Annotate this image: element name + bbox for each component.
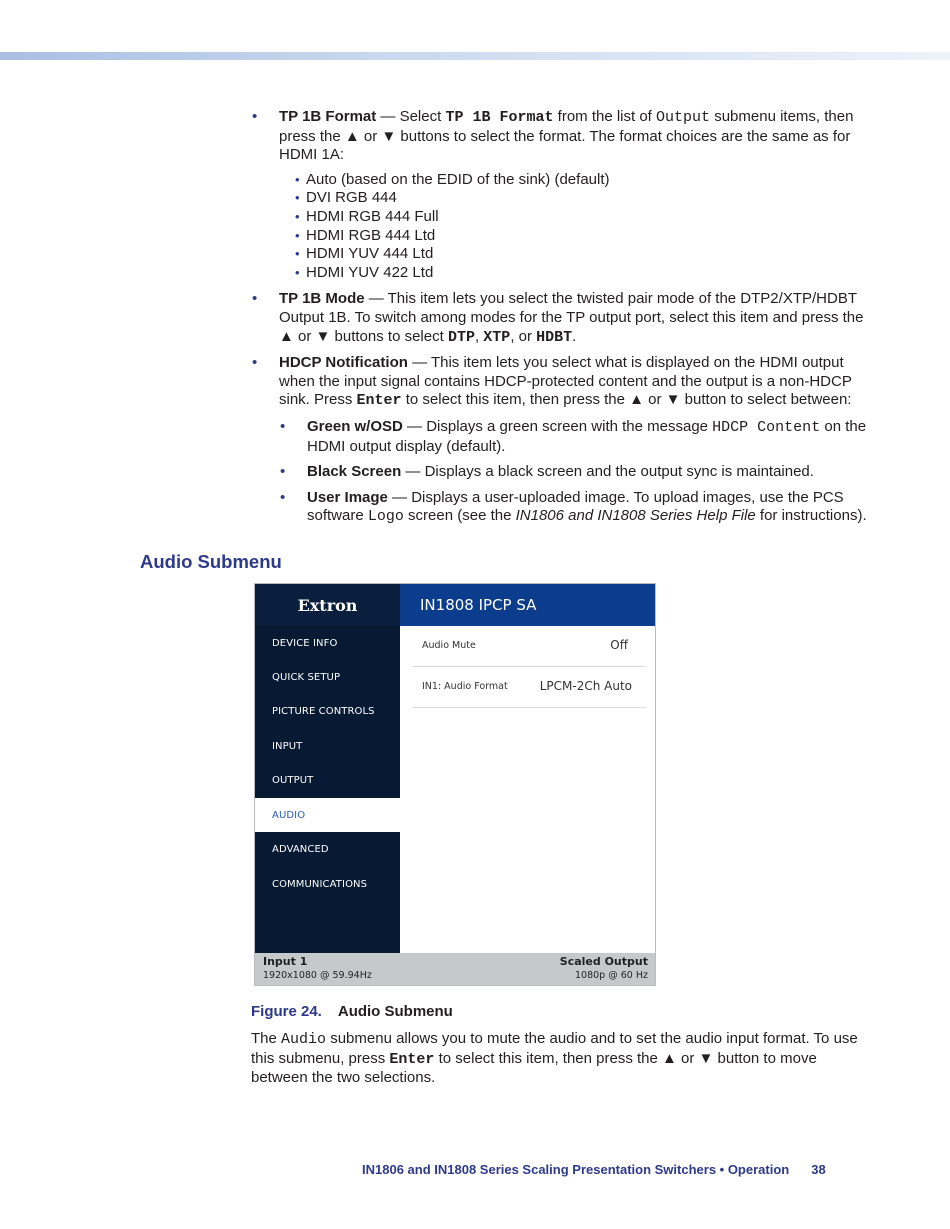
option-text: HDMI RGB 444 Full (306, 207, 439, 225)
menu-item-advanced[interactable]: ADVANCED (272, 843, 329, 855)
text: to select this item, then press the ▲ or ▼ button to select between: (401, 391, 852, 409)
menu-item-input[interactable]: INPUT (272, 740, 303, 752)
code-dtp: DTP (447, 328, 475, 346)
header-band (0, 52, 950, 60)
bullet-marker: • (252, 290, 258, 308)
format-options-list (279, 171, 872, 283)
figure-title: Audio Submenu (337, 1003, 453, 1020)
text: — This item lets you select the twisted pair mode of the DTP2/XTP/HDBT Output 1B. To switch among modes for the TP output port, select this item and press the ▲ or ▼ buttons to select (279, 290, 864, 345)
text: submenu allows you to mute the audio and to set the audio input format. To use this submenu, press (251, 1030, 858, 1067)
bullet-marker: • (280, 463, 286, 481)
bullet-marker: • (295, 227, 300, 243)
sub-bullet-user-image (280, 489, 872, 527)
text: , or (510, 327, 537, 345)
figure-number: Figure 24. (251, 1003, 322, 1020)
list-item (295, 208, 872, 227)
text: on the HDMI output display (default). (307, 417, 867, 455)
code-xtp: XTP (483, 328, 511, 346)
option-text: HDMI YUV 444 Ltd (306, 245, 434, 263)
sub-bullet-black-screen (280, 463, 872, 482)
code-logo: Logo (367, 508, 404, 526)
ui-settings-panel (400, 626, 655, 953)
text: The (251, 1030, 282, 1047)
ui-status-bar (255, 953, 655, 985)
bullet-marker: • (295, 246, 300, 262)
input-resolution: 1920x1080 @ 59.94Hz (263, 970, 372, 981)
list-item (295, 245, 872, 264)
bullet-tp1b-format (252, 108, 872, 282)
menu-item-output[interactable]: OUTPUT (272, 774, 314, 786)
term-black-screen: Black Screen (307, 463, 402, 481)
list-item (295, 189, 872, 208)
option-text: DVI RGB 444 (306, 189, 397, 207)
text: — Select (376, 108, 446, 125)
figure-caption (251, 1003, 453, 1020)
menu-item-picture-controls[interactable]: PICTURE CONTROLS (272, 705, 375, 717)
term-hdcp-notification: HDCP Notification (279, 354, 408, 372)
ui-sidebar (255, 584, 400, 953)
bullet-marker: • (295, 208, 300, 224)
option-text: Auto (based on the EDID of the sink) (default) (306, 170, 610, 188)
code-hdcp-content: HDCP Content (712, 418, 821, 436)
term-tp1b-format: TP 1B Format (279, 108, 377, 125)
bullet-content (252, 108, 872, 534)
text: to select this item, then press the ▲ or ▼ button to move between the two selections. (251, 1049, 817, 1087)
text: from the list of (553, 108, 657, 125)
code-output: Output (656, 109, 711, 126)
audio-paragraph (251, 1030, 866, 1088)
text: screen (see the (403, 507, 516, 525)
menu-item-audio[interactable]: AUDIO (255, 798, 400, 832)
text: for instructions). (755, 507, 867, 525)
setting-label: IN1: Audio Format (422, 681, 508, 692)
menu-item-device-info[interactable]: DEVICE INFO (272, 637, 338, 649)
list-item (295, 171, 872, 190)
code-audio: Audio (281, 1031, 327, 1048)
option-text: HDMI YUV 422 Ltd (306, 263, 434, 281)
setting-row-audio-format[interactable] (412, 667, 646, 708)
code-enter: Enter (356, 392, 402, 410)
bullet-marker: • (280, 417, 286, 435)
list-item (295, 227, 872, 246)
term-tp1b-mode: TP 1B Mode (279, 290, 365, 308)
setting-row-audio-mute[interactable] (412, 626, 646, 667)
menu-item-communications[interactable]: COMMUNICATIONS (272, 878, 368, 890)
bullet-marker: • (280, 488, 286, 506)
list-item (295, 264, 872, 283)
bullet-marker: • (252, 354, 258, 372)
option-text: HDMI RGB 444 Ltd (306, 226, 436, 244)
menu-item-quick-setup[interactable]: QUICK SETUP (272, 671, 341, 683)
text: . (572, 327, 577, 345)
term-user-image: User Image (307, 488, 388, 506)
output-resolution: 1080p @ 60 Hz (575, 970, 648, 981)
setting-label: Audio Mute (422, 640, 476, 651)
text: — Displays a green screen with the message (402, 417, 713, 435)
audio-submenu-screenshot (254, 583, 656, 986)
page-number: 38 (811, 1162, 826, 1177)
term-green-osd: Green w/OSD (307, 417, 403, 435)
bullet-tp1b-mode (252, 290, 872, 347)
help-file-title: IN1806 and IN1808 Series Help File (515, 507, 756, 525)
bullet-marker: • (252, 108, 258, 125)
page-footer (362, 1162, 826, 1177)
extron-logo: Extron (255, 584, 400, 626)
output-label: Scaled Output (559, 955, 648, 968)
text: — Displays a black screen and the output sync is maintained. (401, 463, 814, 481)
footer-title: IN1806 and IN1808 Series Scaling Presentation Switchers • Operation (362, 1162, 790, 1177)
code-enter: Enter (389, 1050, 435, 1068)
setting-value[interactable]: Off (610, 638, 628, 652)
sub-bullet-green-osd (280, 418, 872, 456)
bullet-marker: • (295, 171, 300, 187)
bullet-marker: • (295, 264, 300, 280)
text: — Displays a user-uploaded image. To upload images, use the PCS software (307, 488, 844, 525)
bullet-marker: • (295, 190, 300, 206)
code-hdbt: HDBT (536, 328, 573, 346)
setting-value[interactable]: LPCM-2Ch Auto (539, 679, 632, 693)
code-tp1b-format: TP 1B Format (445, 109, 554, 126)
input-label: Input 1 (263, 955, 308, 968)
text: submenu items, then press the ▲ or ▼ buttons to select the format. The format choices are the same as for HDMI 1A: (279, 108, 854, 164)
section-title: Audio Submenu (140, 551, 282, 572)
text: — This item lets you select what is displayed on the HDMI output when the input signal contains HDCP-protected content and the output is a non-HDCP sink. Press (279, 354, 852, 409)
bullet-hdcp-notification (252, 354, 872, 411)
ui-header-title: IN1808 IPCP SA (400, 584, 655, 626)
text: , (474, 327, 484, 345)
